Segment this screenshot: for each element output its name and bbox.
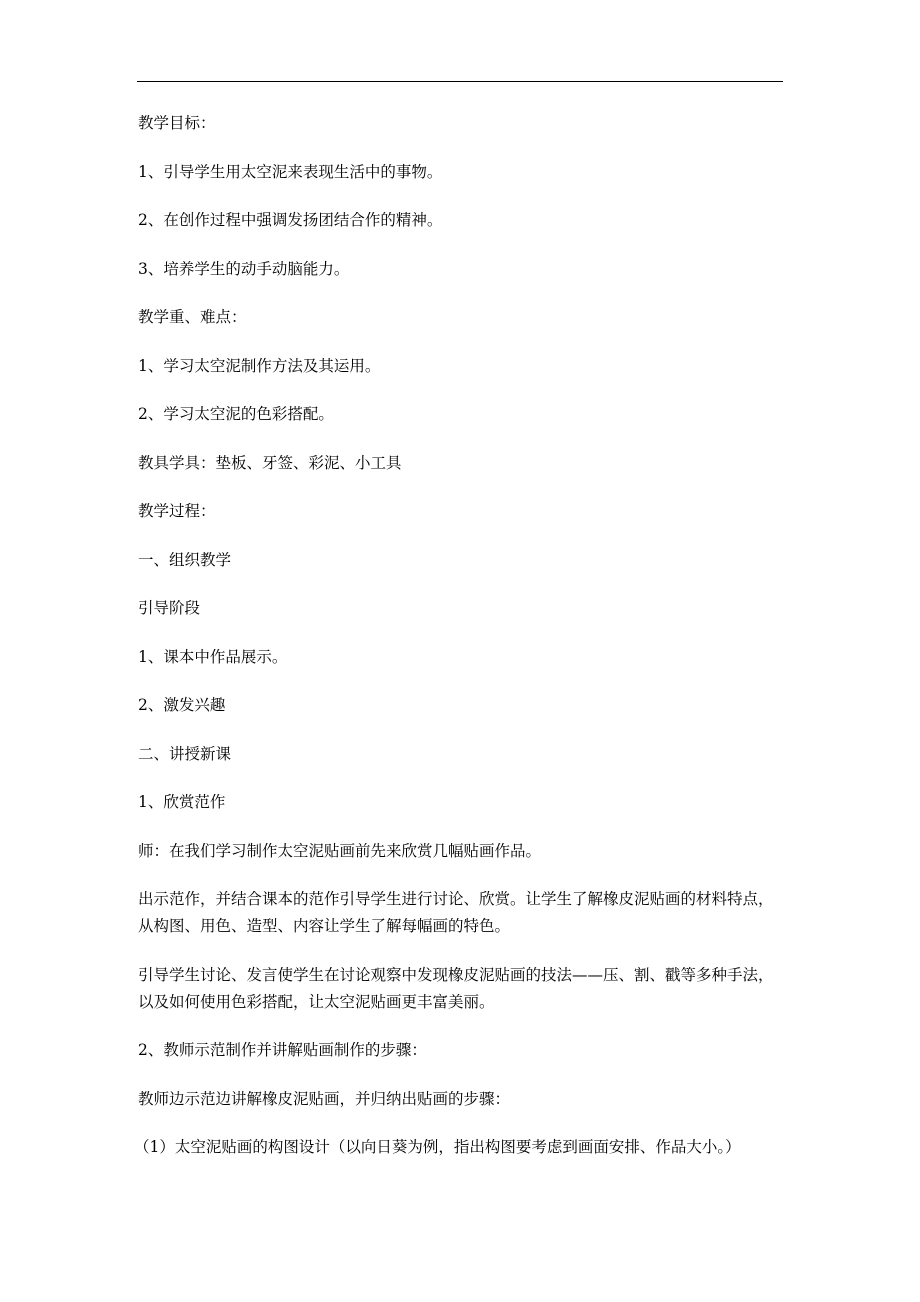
key-point-1: 1、学习太空泥制作方法及其运用。 [138, 356, 381, 375]
key-point-2: 2、学习太空泥的色彩搭配。 [138, 405, 334, 423]
heading-key-difficult-points: 教学重、难点： [138, 308, 247, 326]
heading-teaching-process: 教学过程： [138, 502, 216, 520]
teaching-tools: 教具学具：垫板、牙签、彩泥、小工具 [138, 453, 402, 472]
goal-item-1: 1、引导学生用太空泥来表现生活中的事物。 [138, 162, 443, 181]
section-2-title: 二、讲授新课 [138, 744, 232, 763]
guidance-item-2: 2、激发兴趣 [138, 696, 226, 714]
demo-paragraph: 教师边示范边讲解橡皮泥贴画，并归纳出贴画的步骤： [138, 1089, 511, 1108]
step-1-composition: （1）太空泥贴画的构图设计（以向日葵为例，指出构图要考虑到画面安排、作品大小。） [134, 1138, 741, 1156]
header-rule [137, 81, 783, 82]
document-body [134, 110, 788, 1183]
goal-item-2: 2、在创作过程中强调发扬团结合作的精神。 [138, 211, 443, 229]
teacher-intro: 师：在我们学习制作太空泥贴画前先来欣赏几幅贴画作品。 [138, 841, 542, 860]
section-1-title: 一、组织教学 [138, 550, 232, 569]
show-examples-paragraph: 出示范作，并结合课本的范作引导学生进行讨论、欣赏。让学生了解橡皮泥贴画的材料特点，从构图、用色、造型、内容让学生了解每幅画的特色。 [138, 890, 774, 935]
heading-teaching-goals: 教学目标： [138, 114, 216, 132]
discussion-paragraph: 引导学生讨论、发言使学生在讨论观察中发现橡皮泥贴画的技法——压、割、戳等多种手法，以及如何使用色彩搭配，让太空泥贴画更丰富美丽。 [138, 965, 774, 1011]
lesson-step-2: 2、教师示范制作并讲解贴画制作的步骤： [138, 1041, 427, 1059]
guidance-stage: 引导阶段 [138, 599, 201, 617]
guidance-item-1: 1、课本中作品展示。 [138, 647, 288, 666]
lesson-step-1: 1、欣赏范作 [138, 793, 226, 811]
goal-item-3: 3、培养学生的动手动脑能力。 [138, 259, 350, 278]
